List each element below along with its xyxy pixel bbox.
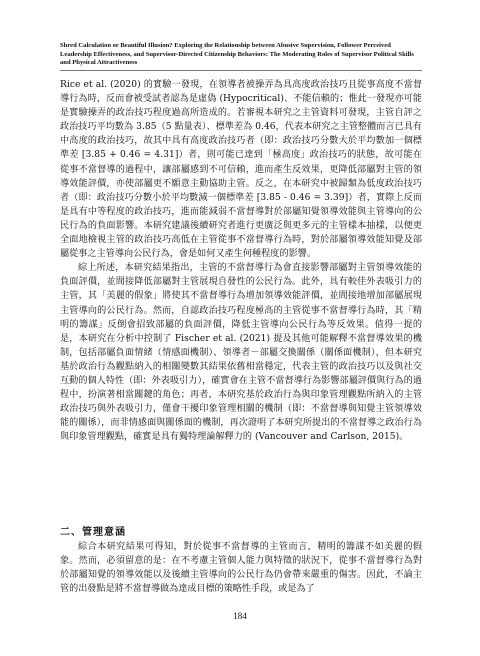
section-heading: 二、管理意涵 bbox=[60, 527, 126, 538]
page-number: 184 bbox=[233, 611, 247, 621]
body-text bbox=[60, 78, 422, 444]
running-header: Shred Calculation or Beautiful Illusion? Exploring the Relationship between Abusive Supervision, Follower Perceived Leadership Effectiveness, and Supervisor-Directed Citizenship Behaviors: The Moderating Roles of Supervisor Political Skills and Physical Attractiveness bbox=[60, 42, 414, 67]
header-divider bbox=[60, 70, 422, 71]
paragraph: 綜上所述，本研究結果指出，主管的不當督導行為會直接影響部屬對主管領導效能的負面評價，並間接降低部屬對主管展現自發性的公民行為。此外，具有較佳外表吸引力的主管，其「美麗的假象」將使其不當督導行為增加領導效能評價，並間接地增加部屬展現主管導向的公民行為。然而，自認政治技巧程度極高的主管從事不當督導行為時，其「精明的籌謀」反倒會招致部屬的負面評價，降低主管導向公民行為等反效果。值得一提的是，本研究在分析中控制了 Fischer et al. (2021) 提及其他可能解釋不當督導效果的機制，包括部屬負面情緒（情感面機制）、領導者－部屬交換關係（關係面機制），但本研究基於政治行為觀點納入的相關變數其結果依舊相當穩定，代表主管的政治技巧以及與社交互動的個人特性（即：外表吸引力），確實會在主管不當督導行為影響部屬評價與行為的過程中，扮演著相當關鍵的角色；再者，本研究基於政治行為與印象管理觀點所納入的主管政治技巧與外表吸引力，僅會干擾印象管理相關的機制（即：不當督導與知覺主管領導效能的關係），而非情感面與關係面的機制，再次證明了本研究所提出的不當督導之政治行為與印象管理觀點，確實是具有獨特理論解釋力的 (Vancouver and Carlson, 2015)。 bbox=[60, 263, 422, 443]
section-paragraph: 綜合本研究結果可得知，對於從事不當督導的主管而言，精明的籌謀不如美麗的假象。然而，必須留意的是：在不考慮主管個人能力與特徵的狀況下，從事不當督導行為對於部屬知覺的領導效能以及後續主管導向的公民行為仍會帶來嚴重的傷害。因此，不論主管的出發點是將不當督導做為達成目標的策略性手段，或是為了 bbox=[60, 542, 422, 595]
paragraph: Rice et al. (2020) 的實驗一發現，在領導者被操弄為具高度政治技巧且從事高度不當督導行為時，反而會被受試者認為是虛偽 (Hypocritical)、不能信賴的；惟此一發現亦可能是實驗操弄的政治技巧程度過高所造成的。若審視本研究之主管資料可發現，主管自評之政治技巧平均數為 3.85（5 點量表）、標準差為 0.46，代表本研究之主管整體而言已具有中高度的政治技巧，故其中具有高度政治技巧者（即：政治技巧分數大於平均數加一個標準差 [3.85 + 0.46 = 4.31]）者，則可能已達到「極高度」政治技巧的狀態，故可能在從事不當督導的過程中，讓部屬感到不可信賴，進而產生反效果，更降低部屬對主管的領導效能評價，亦使部屬更不願意主動協助主管。反之，在本研究中被歸類為低度政治技巧者（即：政治技巧分數小於平均數減一個標準差 [3.85 - 0.46 = 3.39]）者，實際上反而是具有中等程度的政治技巧，進而能減弱不當督導對於部屬知覺領導效能與主管導向的公民行為的負面影響。本研究建議後續研究者進行更廣泛與更多元的主管樣本抽樣，以便更全面地檢視主管的政治技巧高低在主管從事不當督導行為時，對於部屬領導效能知覺及部屬從事之主管導向公民行為，會是如何又產生何種程度的影響。 bbox=[60, 80, 422, 260]
